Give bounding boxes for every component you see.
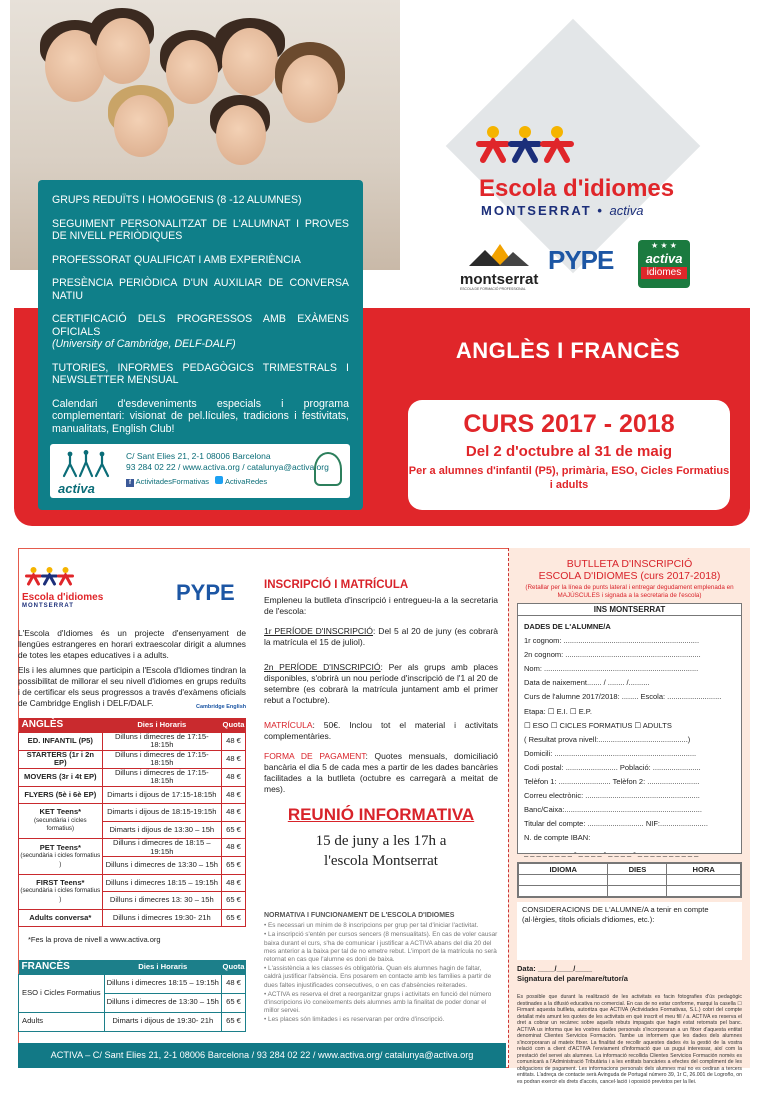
- fee-cell: 48 €: [222, 786, 246, 804]
- form-field[interactable]: 1r cognom: .................................................................: [524, 636, 700, 646]
- course-level: Adults conversa*: [19, 909, 103, 927]
- student-data-fields[interactable]: [517, 616, 742, 857]
- form-field[interactable]: Correu electrònic: .......................................................: [524, 791, 700, 801]
- schedule-cell: Dilluns i dimecres 13: 30 – 15h: [102, 892, 221, 910]
- form-field[interactable]: _ _ _ _ _ _ _ _ - _ _ _ _ - _ _ _ _ - _ _ _ _ _ _ _ _ _ _: [524, 847, 699, 857]
- table-row: [19, 909, 246, 927]
- rule-item: • Es necessari un mínim de 8 inscripcions per grup per tal d'iniciar l'activitat.: [264, 922, 479, 930]
- fee-cell: 48 €: [222, 839, 246, 857]
- fee-cell: 48 €: [222, 750, 246, 768]
- form-field[interactable]: 2n cognom: .................................................................: [524, 650, 701, 660]
- form-field[interactable]: Titular del compte: ........................... NIF:.......................: [524, 819, 708, 829]
- schedule-cell: Dilluns i dimecres de 13:30 – 15h: [102, 857, 221, 875]
- enrolment-section: INSCRIPCIÓ I MATRÍCULA Empleneu la butlleta d'inscripció i entregueu-la a la secretaria de l'escola: 1r PERÍODE D'INSCRIPCIÓ: Del 5 al 20 de juny (es cobrarà la matrícula el 15 de juliol). 2n PERÍODE D'INSCRIPCIÓ: Per als grups amb places disponibles, s'obrirà un nou període d'inscripció de l'1 al 20 de setembre (es cobrarà la matrícula juntament amb el primer rebut a l'octubre). MATRÍCULA: 50€. Inclou tot el material i activitats complementàries. FORMA DE PAGAMENT: Quotes mensuals, domiciliació bancària el dia 5 de cada mes a partir de les dades bancàries facilitades a la butlleta (octubre es carregarà a meitat de mes).: [264, 579, 498, 794]
- english-price-table: ANGLÈS Dies i Horaris Quota ED. INFANTIL (P5) Dilluns i dimecres de 17:15-18:15h 48 € STARTERS (1r i 2n EP) Dilluns i dimecres de 17:15-18:15h 48 € MOVERS (3r i 4t EP) Dilluns i dimecres de 17:15-18:15h 48 € FLYERS (5è i 6è EP) Dimarts i dijous de 17:15-18:15h 48 € KET Teens* (secundària i cicles formatius) Dimarts i dijous de 18:15-19:15h 48 € Dimarts i dijous de 13:30 – 15h 65 € PET Teens* (secundària i cicles formatius ) Dilluns i dimecres de 18:15 – 19:15h 48 € Dilluns i dimecres de 13:30 – 15h 65 € FIRST Teens* (secundària i cicles formatius ) Dilluns i dimecres 18:15 – 19:15h 48 € Dilluns i dimecres 13: 30 – 15h 65 € Adults conversa* Dilluns i dimecres 19:30- 21h 65 €: [18, 718, 246, 927]
- form-field[interactable]: ☐ ESO ☐ CICLES FORMATIUS ☐ ADULTS: [524, 720, 672, 730]
- level-test-note: *Fes la prova de nivell a www.activa.org: [28, 935, 161, 944]
- form-field[interactable]: Curs de l'alumne 2017/2018: ........ Escola: ..........................: [524, 692, 722, 702]
- feature-item: Calendari d'esdeveniments especials i programa complementari: visionat de pel.lícules, tradicions i festivitats, manualitats, English Club!: [52, 397, 349, 435]
- date-field[interactable]: Data: ____/____/____: [517, 964, 593, 973]
- table-row: [19, 804, 246, 822]
- rule-item: • L'assistència a les classes és obligatòria. Quan els alumnes hagin de faltar, caldrà justificar l'absència. Ens posarem en contacte amb les famílies a partir de dues faltes injustificades consecutives, o en cas d'absències reiterades.: [264, 965, 492, 989]
- intro-text: L'Escola d'Idiomes és un projecte d'ensenyament de llengües estrangeres en horari extraescolar dirigit a alumnes de totes les etapes educatives i a adults. Els i les alumnes que participin a l'Escola d'Idiomes tindran la possibilitat de millorar el seu nivell d'idiomes en grups reduïts i de certificar els seus progressos a través d'exàmens oficials de Cambridge English i DELF/DALF.: [18, 628, 246, 708]
- facebook-icon: f: [126, 479, 134, 487]
- schedule-cell: Dilluns i dimecres de 13:30 – 15h: [104, 993, 221, 1012]
- course-level: ED. INFANTIL (P5): [19, 732, 103, 750]
- form-field[interactable]: Nom: ..........................................................................: [524, 664, 699, 674]
- course-title: ANGLÈS I FRANCÈS: [455, 338, 681, 363]
- facebook-link[interactable]: ActivitadesFormativas: [135, 477, 210, 486]
- fee-cell: 65 €: [222, 857, 246, 875]
- legal-text: Es possible que durant la realització de les activitats es facin fotografies d'ús pedagògic destinades a la difusió educativa no comercial. En cas de no estar conforme, marqui la casella ☐ Firmant aquesta butlleta, autoritza que ACTIVA (Actividades Formativas, S.L.) cobri del compte detallat més amunt les quotes de les activitats en què inscrit el meu fill / a. ACTIVA es reserva el dret a cobrar un recàrrec sobre aquells rebuts impagats que hagin estat retornats pel banc. ACTIVA us informa que les vostres dades personals s'incorporaran a un fitxer d'aquesta entitat denominat Clientes Servicios Formación. Tambe us informem que les dades dels alumnes s'incorporaran al mateix fitxer. La finalitat de recollir aquestes dades és la gestió de la vostra relació com a client d'ACTIVA l'enviament d'informació que us pugui interessar, així com la prestació del servei als alumnes. La informació recollida Clientes Servicios Formación només es comunicarà a l'Administració Tributària i a les entitats bancàries a efectes del compliment de les obligacions de pagament. Les informacions personals dels alumnes mai no es cediran a tercers entitats. L'adreça de contacte serà Avinguda de Portugal número 39, 1r C, 26.001 de Logroño, on es podran exercir els drets d'accés, cancel·lació i oposició previstos per la llei.: [517, 994, 742, 1085]
- course-level: ESO i Cicles Formatius: [19, 974, 105, 1012]
- table-row: [19, 874, 246, 892]
- twitter-icon: [215, 476, 223, 484]
- feature-item: PROFESSORAT QUALIFICAT I AMB EXPERIÈNCIA: [52, 253, 301, 266]
- rule-item: • Les places són limitades i es reservaran per ordre d'inscripció.: [264, 1016, 445, 1024]
- course-level: MOVERS (3r i 4t EP): [19, 768, 103, 786]
- fee-cell: 48 €: [222, 974, 246, 993]
- rules-section: NORMATIVA I FUNCIONAMENT DE L'ESCOLA D'IDIOMES • Es necessari un mínim de 8 inscripcions per grup per tal d'iniciar l'activitat. • La inscripció s'entén per cursos sencers (8 mensualitats). En cas de voler causar baixa durant el curs, s'ha de comunicar i justificar a ACTIVA abans del dia 20 del mes anterior a la baixa per tal de no emetre rebut. L'import de la matrícula no serà retornat en cas que l'alumne es doni de baixa. • L'assistència a les classes és obligatòria. Quan els alumnes hagin de faltar, caldrà justificar l'absència. Ens posarem en contacte amb les famílies a partir de dues faltes injustificades consecutives, o en cas d'absències reiterades. • ACTIVA es reserva el dret a reorganitzar grups i activitats en funció del número d'inscripcions i/o coneixements dels alumnes amb la finalitat de poder donar el millor servei. • Les places són limitades i es reservaran per ordre d'inscripció.: [264, 912, 498, 1024]
- fee-cell: 65 €: [222, 892, 246, 910]
- schedule-cell: Dimarts i dijous de 17:15-18:15h: [102, 786, 221, 804]
- form-field[interactable]: N. de compte IBAN:: [524, 833, 591, 843]
- fee-cell: 65 €: [222, 1012, 246, 1031]
- french-price-table: FRANCÈS Dies i Horaris Quota ESO i Cicles Formatius Dilluns i dimecres 18:15 – 19:15h 48 € Dilluns i dimecres de 13:30 – 15h 65 € Adults Dimarts i dijous de 19:30- 21h 65 €: [18, 960, 246, 1032]
- course-dates: Del 2 d'octubre al 31 de maig: [465, 443, 673, 460]
- school-field: INS MONTSERRAT: [517, 603, 742, 616]
- course-level: FLYERS (5è i 6è EP): [19, 786, 103, 804]
- course-audience: Per a alumnes d'infantil (P5), primària, ESO, Cicles Formatius i adults: [408, 465, 730, 491]
- sgs-seal-icon: [314, 452, 342, 486]
- course-level: FIRST Teens* (secundària i cicles formatius ): [19, 874, 103, 909]
- school-brand: Escola d'idiomes MONTSERRAT • activa: [465, 70, 735, 270]
- considerations-field[interactable]: CONSIDERACIONS DE L'ALUMNE/A a tenir en compte (al·lèrgies, títols oficials d'idiomes, etc.):: [517, 902, 742, 960]
- schedule-cell: Dilluns i dimecres de 17:15-18:15h: [102, 768, 221, 786]
- school-name: Escola d'idiomes: [479, 175, 675, 202]
- table-row: [19, 750, 246, 768]
- feature-item: SEGUIMENT PERSONALITZAT DE L'ALUMNAT I PROVES DE NIVELL PERIÒDIQUES: [52, 217, 349, 242]
- schedule-cell: Dilluns i dimecres de 18:15 – 19:15h: [102, 839, 221, 857]
- pype-logo: PYPE: [548, 245, 614, 275]
- table-row: [19, 786, 246, 804]
- form-field[interactable]: Domicili: ....................................................................: [524, 748, 697, 758]
- schedule-cell: Dimarts i dijous de 18:15-19:15h: [102, 804, 221, 822]
- pype-logo-small: PYPE: [176, 580, 235, 605]
- course-year: CURS 2017 - 2018: [463, 410, 675, 438]
- schedule-cell: Dilluns i dimecres 19:30- 21h: [102, 909, 221, 927]
- schedule-cell: Dilluns i dimecres 18:15 – 19:15h: [102, 874, 221, 892]
- form-field[interactable]: Telèfon 1: ......................... Telèfon 2: .........................: [524, 777, 700, 787]
- signature-field[interactable]: Signatura del pare/mare/tutor/a: [517, 974, 628, 983]
- feature-item: CERTIFICACIÓ DELS PROGRESSOS AMB EXÀMENS OFICIALS (University of Cambridge, DELF-DALF): [52, 313, 349, 350]
- schedule-cell: Dilluns i dimecres de 17:15-18:15h: [102, 732, 221, 750]
- feature-item: TUTORIES, INFORMES PEDAGÒGICS TRIMESTRALS I NEWSLETTER MENSUAL: [52, 361, 349, 386]
- form-field: DADES DE L'ALUMNE/A: [524, 622, 611, 631]
- form-field[interactable]: Etapa: ☐ E.I. ☐ E.P.: [524, 706, 592, 716]
- form-field[interactable]: Data de naixement....... / ........ /..........: [524, 678, 650, 688]
- course-level: PET Teens* (secundària i cicles formatius ): [19, 839, 103, 875]
- activa-idiomes-logo: ★ ★ ★ activa idiomes: [638, 240, 690, 288]
- schedule-cell: Dimarts i dijous de 19:30- 21h: [104, 1012, 221, 1031]
- fee-cell: 65 €: [222, 993, 246, 1012]
- contact-box: activa C/ Sant Elies 21, 2-1 08006 Barcelona 93 284 02 22 / www.activa.org / catalunya@activa.org f ActivitadesFormativas ActivaRedes: [50, 444, 350, 498]
- feature-item: GRUPS REDUÏTS I HOMOGENIS (8 -12 ALUMNES): [52, 194, 302, 206]
- table-row: [19, 974, 246, 993]
- course-box: [408, 400, 730, 510]
- rule-item: • La inscripció s'entén per cursos sencers (8 mensualitats). En cas de voler causar baixa durant el curs, s'ha de comunicar i justificar a ACTIVA abans del dia 20 del mes anterior a la baixa per tal de no emetre rebut. L'import de la matrícula no serà retornat en cas que l'alumne es doni de baixa.: [264, 931, 498, 964]
- table-row: [19, 839, 246, 857]
- fee-cell: 48 €: [222, 732, 246, 750]
- table-row: [19, 732, 246, 750]
- table-row: [19, 768, 246, 786]
- school-subname: MONTSERRAT: [481, 203, 592, 218]
- school-logo-small: Escola d'idiomes MONTSERRAT: [22, 565, 122, 620]
- schedule-cell: Dilluns i dimecres de 17:15-18:15h: [102, 750, 221, 768]
- form-field[interactable]: Codi postal: ......................... Població: .......................: [524, 762, 701, 772]
- fee-cell: 48 €: [222, 768, 246, 786]
- registration-form: BUTLLETA D'INSCRIPCIÓ ESCOLA D'IDIOMES (curs 2017-2018) (Retallar per la línea de punts lateral i entregar degudament emplenada en MAJÚSCULES i signada a la secretaria de l'escola) INS MONTSERRAT DADES DE L'ALUMNE/A 1r cognom: ................................................................. 2n cognom: ................................................................. Nom: .......................................................................... Data de naixement....... / ........ /.......... Curs de l'alumne 2017/2018: ........ Escola: .......................... Etapa: ☐ E.I. ☐ E.P. ☐ ESO ☐ CICLES FORMATIUS ☐ ADULTS ( Resultat prova nivell:...........................................) Domicili: .................................................................... Codi postal: ......................... Població: ....................... Telèfon 1: ......................... Telèfon 2: ......................... Correu electrònic: ....................................................... Banc/Caixa:.................................................................. Titular del compte: ........................... NIF:....................... N. de compte IBAN: _ _ _ _ _ _ _ _ - _ _ _ _ - _ _ _ _ - _ _ _ _ _ _ _ _ _ _ IDIOMA DIES HORA CONSIDERACIONS DE L'ALUMNE/A a tenir en compte (al·lèrgies, títols oficials d'idiomes, etc.): Data: ____/____/____ Signatura del pare/mare/tutor/a Es possible que durant la realització de les activitats es facin fotografies d'ús pedagògic destinades a la difusió educativa no comercial. En cas de no estar conforme, marqui la casella ☐ Firmant aquesta butlleta, autoritza que ACTIVA (Actividades Formativas, S.L.) cobri del compte detallat més amunt les quotes de les activitats en què inscrit el meu fill / a. ACTIVA es reserva el dret a cobrar un recàrrec sobre aquells rebuts impagats que hagin estat retornats pel banc. ACTIVA us informa que les vostres dades personals s'incorporaran a un fitxer d'aquesta entitat denominat Clientes Servicios Formación. Tambe us informem que les dades dels alumnes s'incorporaran al mateix fitxer. La finalitat de recollir aquestes dades és la gestió de la vostra relació com a client d'ACTIVA l'enviament d'informació que us pugui interessar, així com la prestació del servei als alumnes. La informació recollida Clientes Servicios Formación només es comunicarà a l'Administració Tributària i a les entitats bancàries a efectes del compliment de les obligacions de pagament. Les informacions personals dels alumnes mai no es cediran a tercers entitats. L'adreça de contacte serà Avinguda de Portugal número 39, 1r C, 26.001 de Logroño, on es podran exercir els drets d'accés, cancel·lació i oposició previstos per la llei.: [508, 548, 750, 1068]
- schedule-cell: Dimarts i dijous de 13:30 – 15h: [102, 821, 221, 839]
- montserrat-logo: montserrat ESCOLA DE FORMACIÓ PROFESSIONAL: [460, 238, 540, 294]
- twitter-link[interactable]: ActivaRedes: [224, 477, 268, 486]
- info-meeting-title: REUNIÓ INFORMATIVA: [287, 805, 475, 824]
- school-logo-icon: [475, 122, 585, 166]
- course-level: STARTERS (1r i 2n EP): [19, 750, 103, 768]
- form-field[interactable]: Banc/Caixa:..................................................................: [524, 805, 702, 815]
- fee-cell: 48 €: [222, 804, 246, 822]
- fee-cell: 65 €: [222, 821, 246, 839]
- footer: ACTIVA – C/ Sant Elies 21, 2-1 08006 Barcelona / 93 284 02 22 / www.activa.org/ catalunya@activa.org: [18, 1043, 506, 1068]
- features-panel: [38, 180, 363, 510]
- fee-cell: 48 €: [222, 874, 246, 892]
- course-level: Adults: [19, 1012, 105, 1031]
- schedule-cell: Dilluns i dimecres 18:15 – 19:15h: [104, 974, 221, 993]
- enrolment-title: INSCRIPCIÓ I MATRÍCULA: [264, 579, 409, 591]
- course-level: KET Teens* (secundària i cicles formatius): [19, 804, 103, 839]
- cambridge-logo: Cambridge English: [196, 704, 247, 710]
- activa-logo: activa: [58, 450, 116, 490]
- form-field[interactable]: ( Resultat prova nivell:...........................................): [524, 734, 691, 744]
- feature-item: PRESÈNCIA PERIÒDICA D'UN AUXILIAR DE CONVERSA NATIU: [52, 277, 349, 302]
- language-table[interactable]: IDIOMA DIES HORA: [517, 862, 742, 898]
- info-meeting: REUNIÓ INFORMATIVA 15 de juny a les 17h a l'escola Montserrat: [264, 805, 498, 871]
- rule-item: • ACTIVA es reserva el dret a reorganitzar grups i activitats en funció del número d'inscripcions i/o coneixements dels alumnes amb la finalitat de poder donar el millor servei.: [264, 990, 492, 1015]
- table-row: [19, 1012, 246, 1031]
- fee-cell: 65 €: [222, 909, 246, 927]
